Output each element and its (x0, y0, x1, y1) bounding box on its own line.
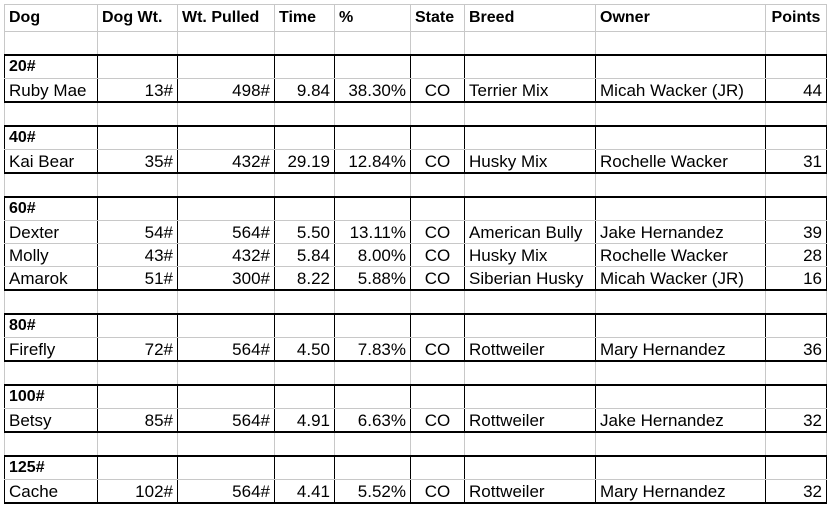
spacer-row (5, 290, 827, 314)
empty-cell (98, 361, 178, 385)
empty-cell (766, 173, 827, 197)
empty-cell (98, 456, 178, 480)
owner-cell: Jake Hernandez (596, 409, 766, 433)
empty-cell (5, 32, 98, 56)
empty-cell (411, 55, 465, 79)
col-header-time: Time (275, 5, 335, 32)
dog-weight-cell: 51# (98, 267, 178, 291)
empty-cell (411, 290, 465, 314)
dog-weight-cell: 85# (98, 409, 178, 433)
empty-cell (178, 290, 275, 314)
empty-cell (766, 126, 827, 150)
empty-cell (335, 385, 411, 409)
empty-cell (411, 102, 465, 126)
empty-cell (411, 385, 465, 409)
empty-cell (98, 290, 178, 314)
empty-cell (275, 385, 335, 409)
time-cell: 4.41 (275, 480, 335, 504)
dog-name-cell: Betsy (5, 409, 98, 433)
empty-cell (335, 361, 411, 385)
empty-cell (275, 456, 335, 480)
empty-cell (275, 432, 335, 456)
points-cell: 16 (766, 267, 827, 291)
empty-cell (275, 361, 335, 385)
weight-pulled-cell: 564# (178, 409, 275, 433)
breed-cell: Terrier Mix (465, 79, 596, 103)
empty-cell (596, 55, 766, 79)
weight-pulled-cell: 432# (178, 244, 275, 267)
empty-cell (275, 173, 335, 197)
dog-name-cell: Amarok (5, 267, 98, 291)
time-cell: 9.84 (275, 79, 335, 103)
points-cell: 28 (766, 244, 827, 267)
empty-cell (596, 197, 766, 221)
state-cell: CO (411, 409, 465, 433)
empty-cell (98, 197, 178, 221)
weight-class-label: 20# (5, 55, 98, 79)
percent-cell: 8.00% (335, 244, 411, 267)
time-cell: 4.50 (275, 338, 335, 362)
breed-cell: Rottweiler (465, 409, 596, 433)
spacer-row (5, 173, 827, 197)
breed-cell: Husky Mix (465, 244, 596, 267)
dog-weight-cell: 43# (98, 244, 178, 267)
percent-cell: 38.30% (335, 79, 411, 103)
state-cell: CO (411, 338, 465, 362)
table-row (5, 150, 827, 174)
empty-cell (465, 102, 596, 126)
breed-cell: American Bully (465, 221, 596, 244)
empty-cell (178, 126, 275, 150)
points-cell: 31 (766, 150, 827, 174)
empty-cell (5, 432, 98, 456)
table-row (5, 244, 827, 267)
weight-pulled-cell: 564# (178, 480, 275, 504)
dog-name-cell: Ruby Mae (5, 79, 98, 103)
percent-cell: 5.88% (335, 267, 411, 291)
empty-cell (335, 126, 411, 150)
dog-weight-cell: 54# (98, 221, 178, 244)
empty-cell (596, 385, 766, 409)
empty-cell (465, 197, 596, 221)
weight-pulled-cell: 300# (178, 267, 275, 291)
empty-cell (766, 197, 827, 221)
spacer-row (5, 432, 827, 456)
points-cell: 32 (766, 480, 827, 504)
col-header-points: Points (766, 5, 827, 32)
empty-cell (98, 173, 178, 197)
empty-cell (411, 197, 465, 221)
owner-cell: Mary Hernandez (596, 480, 766, 504)
state-cell: CO (411, 221, 465, 244)
table-row (5, 221, 827, 244)
weight-class-row (5, 126, 827, 150)
state-cell: CO (411, 150, 465, 174)
weight-class-row (5, 314, 827, 338)
empty-cell (465, 32, 596, 56)
weight-class-label: 40# (5, 126, 98, 150)
state-cell: CO (411, 480, 465, 504)
owner-cell: Rochelle Wacker (596, 244, 766, 267)
empty-cell (465, 456, 596, 480)
dog-weight-cell: 102# (98, 480, 178, 504)
spacer-row (5, 361, 827, 385)
empty-cell (275, 197, 335, 221)
percent-cell: 6.63% (335, 409, 411, 433)
empty-cell (275, 32, 335, 56)
table-row (5, 480, 827, 504)
points-cell: 44 (766, 79, 827, 103)
empty-cell (5, 290, 98, 314)
empty-cell (98, 385, 178, 409)
empty-cell (766, 314, 827, 338)
percent-cell: 5.52% (335, 480, 411, 504)
owner-cell: Rochelle Wacker (596, 150, 766, 174)
dog-weight-cell: 13# (98, 79, 178, 103)
empty-cell (275, 290, 335, 314)
empty-cell (465, 290, 596, 314)
table-row (5, 79, 827, 103)
empty-cell (5, 173, 98, 197)
owner-cell: Micah Wacker (JR) (596, 79, 766, 103)
weight-pulled-cell: 498# (178, 79, 275, 103)
breed-cell: Rottweiler (465, 480, 596, 504)
empty-cell (596, 102, 766, 126)
time-cell: 29.19 (275, 150, 335, 174)
weight-class-row (5, 456, 827, 480)
weight-class-row (5, 385, 827, 409)
dog-weight-cell: 35# (98, 150, 178, 174)
weight-pulled-cell: 564# (178, 221, 275, 244)
points-cell: 39 (766, 221, 827, 244)
dog-weight-cell: 72# (98, 338, 178, 362)
empty-cell (411, 173, 465, 197)
owner-cell: Mary Hernandez (596, 338, 766, 362)
empty-cell (766, 32, 827, 56)
empty-cell (411, 32, 465, 56)
empty-cell (335, 456, 411, 480)
empty-cell (465, 126, 596, 150)
empty-cell (178, 385, 275, 409)
empty-cell (596, 432, 766, 456)
percent-cell: 12.84% (335, 150, 411, 174)
empty-cell (335, 432, 411, 456)
weight-class-label: 100# (5, 385, 98, 409)
empty-cell (98, 314, 178, 338)
empty-cell (178, 55, 275, 79)
empty-cell (766, 456, 827, 480)
empty-cell (335, 314, 411, 338)
empty-cell (411, 456, 465, 480)
col-header-owner: Owner (596, 5, 766, 32)
empty-cell (766, 55, 827, 79)
time-cell: 4.91 (275, 409, 335, 433)
empty-cell (335, 32, 411, 56)
empty-cell (766, 432, 827, 456)
empty-cell (766, 102, 827, 126)
empty-cell (465, 314, 596, 338)
table-row (5, 338, 827, 362)
breed-cell: Husky Mix (465, 150, 596, 174)
empty-cell (596, 314, 766, 338)
empty-cell (596, 456, 766, 480)
state-cell: CO (411, 244, 465, 267)
empty-cell (275, 102, 335, 126)
empty-cell (465, 173, 596, 197)
empty-cell (275, 126, 335, 150)
spacer-row (5, 102, 827, 126)
weight-class-row (5, 197, 827, 221)
empty-cell (178, 456, 275, 480)
results-table (4, 4, 827, 504)
empty-cell (178, 32, 275, 56)
empty-cell (178, 197, 275, 221)
time-cell: 5.50 (275, 221, 335, 244)
empty-cell (178, 314, 275, 338)
table-row (5, 267, 827, 291)
time-cell: 5.84 (275, 244, 335, 267)
results-body (5, 32, 827, 504)
empty-cell (335, 173, 411, 197)
empty-cell (411, 361, 465, 385)
percent-cell: 13.11% (335, 221, 411, 244)
empty-cell (596, 290, 766, 314)
dog-name-cell: Molly (5, 244, 98, 267)
dog-name-cell: Cache (5, 480, 98, 504)
empty-cell (596, 32, 766, 56)
owner-cell: Micah Wacker (JR) (596, 267, 766, 291)
state-cell: CO (411, 267, 465, 291)
col-header-dog: Dog (5, 5, 98, 32)
dog-name-cell: Firefly (5, 338, 98, 362)
empty-cell (5, 102, 98, 126)
spacer-row (5, 32, 827, 56)
table-row (5, 409, 827, 433)
col-header-dog-weight: Dog Wt. (98, 5, 178, 32)
breed-cell: Siberian Husky (465, 267, 596, 291)
empty-cell (275, 314, 335, 338)
empty-cell (411, 314, 465, 338)
empty-cell (178, 432, 275, 456)
time-cell: 8.22 (275, 267, 335, 291)
empty-cell (596, 126, 766, 150)
empty-cell (596, 173, 766, 197)
weight-pulled-cell: 564# (178, 338, 275, 362)
empty-cell (596, 361, 766, 385)
empty-cell (335, 290, 411, 314)
weight-class-label: 80# (5, 314, 98, 338)
weight-class-label: 125# (5, 456, 98, 480)
dog-name-cell: Kai Bear (5, 150, 98, 174)
empty-cell (178, 173, 275, 197)
header-row (5, 5, 827, 32)
empty-cell (766, 290, 827, 314)
col-header-state: State (411, 5, 465, 32)
weight-pulled-cell: 432# (178, 150, 275, 174)
col-header-breed: Breed (465, 5, 596, 32)
points-cell: 32 (766, 409, 827, 433)
empty-cell (465, 361, 596, 385)
empty-cell (178, 361, 275, 385)
empty-cell (5, 361, 98, 385)
empty-cell (275, 55, 335, 79)
empty-cell (98, 126, 178, 150)
empty-cell (335, 102, 411, 126)
empty-cell (335, 197, 411, 221)
owner-cell: Jake Hernandez (596, 221, 766, 244)
empty-cell (98, 32, 178, 56)
empty-cell (98, 55, 178, 79)
empty-cell (178, 102, 275, 126)
weight-class-row (5, 55, 827, 79)
breed-cell: Rottweiler (465, 338, 596, 362)
empty-cell (465, 385, 596, 409)
empty-cell (335, 55, 411, 79)
empty-cell (98, 102, 178, 126)
empty-cell (766, 385, 827, 409)
points-cell: 36 (766, 338, 827, 362)
percent-cell: 7.83% (335, 338, 411, 362)
empty-cell (465, 55, 596, 79)
empty-cell (465, 432, 596, 456)
empty-cell (411, 126, 465, 150)
empty-cell (766, 361, 827, 385)
col-header-weight-pulled: Wt. Pulled (178, 5, 275, 32)
empty-cell (98, 432, 178, 456)
weight-class-label: 60# (5, 197, 98, 221)
state-cell: CO (411, 79, 465, 103)
empty-cell (411, 432, 465, 456)
col-header-percent: % (335, 5, 411, 32)
dog-name-cell: Dexter (5, 221, 98, 244)
